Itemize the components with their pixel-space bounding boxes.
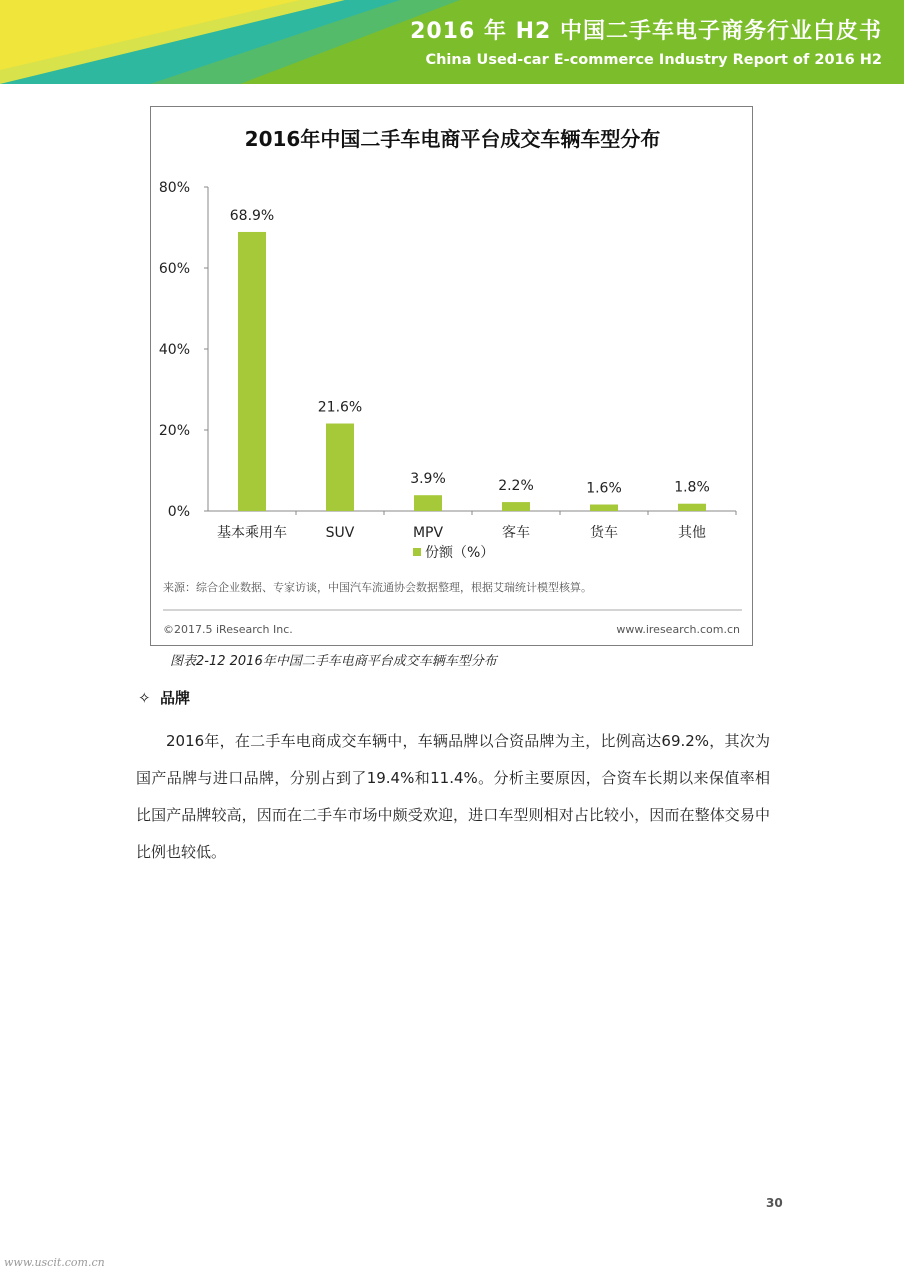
bar [678,504,706,511]
chart-title: 2016年中国二手车电商平台成交车辆车型分布 [244,127,661,151]
x-tick-label: 基本乘用车 [217,525,287,541]
report-subtitle: China Used-car E-commerce Industry Report of 2016 H2 [425,52,882,68]
data-label: 1.6% [586,480,622,497]
bar [502,502,530,511]
data-label: 1.8% [674,479,710,496]
watermark: www.uscit.com.cn [4,1256,105,1269]
x-tick-label: 其他 [678,525,706,541]
bar [590,505,618,511]
x-tick-label: 货车 [590,525,618,541]
x-tick-label: MPV [412,525,444,541]
y-tick-label: 40% [158,342,190,358]
y-tick-label: 0% [167,504,190,520]
bar [414,495,442,511]
figure-caption: 图表2-12 2016年中国二手车电商平台成交车辆车型分布 [170,654,497,669]
chart-site-url: www.iresearch.com.cn [616,623,740,636]
y-tick-label: 80% [158,180,190,196]
body-paragraph: 2016年，在二手车电商成交车辆中，车辆品牌以合资品牌为主，比例高达69.2%，其次为国产品牌与进口品牌，分别占到了19.4%和11.4%。分析主要原因，合资车长期以来保值率相比国产品牌较高，因而在二手车市场中颇受欢迎，进口车型则相对占比较小，因而在整体交易中比例也较低。 [136,732,770,861]
chart-source-note: 来源：综合企业数据、专家访谈，中国汽车流通协会数据整理，根据艾瑞统计模型核算。 [163,581,592,594]
page-number: 30 [766,1196,783,1210]
data-label: 2.2% [498,478,534,495]
y-tick-label: 20% [158,423,190,439]
data-label: 21.6% [317,399,363,416]
section-heading [138,687,190,708]
bar [326,424,354,511]
x-tick-label: 客车 [502,525,530,541]
header-banner [0,0,904,84]
bar [238,232,266,511]
legend-swatch [413,548,421,556]
data-label: 3.9% [410,471,446,488]
data-label: 68.9% [229,207,275,224]
diamond-bullet-icon: ✧ [138,689,151,707]
legend-label: 份额（%） [425,545,495,561]
chart-copyright: ©2017.5 iResearch Inc. [163,623,293,636]
bar-chart [151,107,754,647]
chart-figure [150,106,753,646]
x-tick-label: SUV [325,525,355,541]
report-title: 2016 年 H2 中国二手车电子商务行业白皮书 [410,19,882,44]
section-heading-text: 品牌 [160,689,191,707]
y-tick-label: 60% [158,261,190,277]
